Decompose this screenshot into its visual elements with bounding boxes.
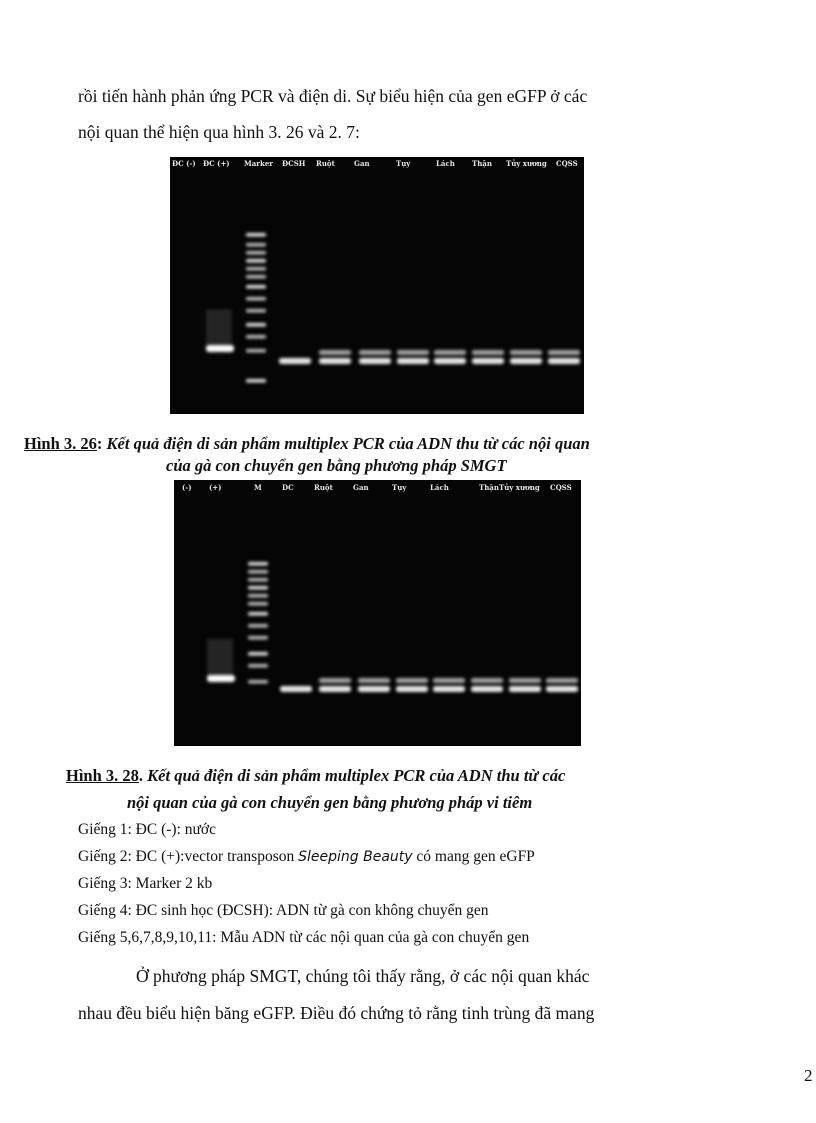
marker-band (246, 259, 266, 263)
lane-label: Ruột (316, 159, 335, 168)
sample-lane-band (280, 678, 312, 692)
gel-image-figure-3-28 (174, 480, 581, 746)
sample-lane-band (358, 678, 390, 692)
marker-band (248, 612, 268, 616)
marker-band (246, 309, 266, 313)
intro-line-1: rồi tiến hành phản ứng PCR và điện di. Sự biểu hiện của gen eGFP ở các (78, 86, 588, 106)
marker-band (246, 335, 266, 339)
lane-label: Gan (354, 159, 370, 168)
lane-label: ĐC (-) (172, 159, 196, 168)
lane-label: CQSS (556, 159, 578, 168)
lane-label: Thận (479, 483, 499, 492)
caption-label: Hình 3. 26 (24, 434, 97, 453)
sample-lane-band (509, 678, 541, 692)
marker-band (246, 243, 266, 247)
marker-band (246, 267, 266, 271)
marker-band (246, 323, 266, 327)
marker-band (248, 586, 268, 590)
legend-well-3: Giếng 3: Marker 2 kb (78, 875, 213, 892)
lane-label: Gan (353, 483, 369, 492)
marker-band (248, 680, 268, 684)
lane-label: (+) (209, 483, 222, 492)
lane-label: DC (282, 483, 294, 492)
sample-lane-band (546, 678, 578, 692)
lane-label: ĐC (+) (203, 159, 230, 168)
marker-band (246, 379, 266, 383)
positive-control-smear (206, 309, 232, 347)
sample-lane-band (396, 678, 428, 692)
caption-separator: : (96, 434, 107, 453)
lane-label: M (254, 483, 262, 492)
marker-band (246, 297, 266, 301)
lane-label: Tủy xương (499, 483, 540, 492)
marker-band (248, 652, 268, 656)
caption-figure-3-28-line-1 (66, 766, 565, 786)
page-number: 2 (804, 1066, 813, 1085)
lane-label: (-) (182, 483, 192, 492)
lane-label: Tụy (396, 159, 411, 168)
sample-lane-band (471, 678, 503, 692)
sample-lane-band (472, 350, 504, 364)
marker-band (246, 251, 266, 255)
legend-well-1: Giếng 1: ĐC (-): nước (78, 821, 216, 838)
lane-label: ĐCSH (282, 159, 306, 168)
conclusion-line-2: nhau đều biểu hiện băng eGFP. Điều đó chứng tỏ rằng tinh trùng đã mang (78, 1003, 595, 1023)
lane-label: CQSS (550, 483, 572, 492)
marker-band (248, 664, 268, 668)
lane-label: Tủy xương (506, 159, 547, 168)
lane-label: Thận (472, 159, 492, 168)
positive-control-smear (207, 639, 233, 677)
positive-control-band (206, 345, 234, 352)
sample-lane-band (548, 350, 580, 364)
marker-band (248, 570, 268, 574)
lane-label: Lách (430, 483, 449, 492)
marker-band (248, 624, 268, 628)
caption-label: Hình 3. 28 (66, 766, 139, 785)
marker-band (246, 233, 266, 237)
gel-image-figure-3-26 (170, 157, 584, 414)
marker-band (246, 349, 266, 353)
legend-wells-5-11: Giếng 5,6,7,8,9,10,11: Mẫu ADN từ các nội quan của gà con chuyển gen (78, 929, 530, 946)
sample-lane-band (433, 678, 465, 692)
marker-band (248, 578, 268, 582)
sample-lane-band (359, 350, 391, 364)
intro-line-2: nội quan thể hiện qua hình 3. 26 và 2. 7: (78, 122, 360, 142)
sample-lane-band (319, 678, 351, 692)
caption-figure-3-26-line-1 (24, 434, 590, 454)
sample-lane-band (510, 350, 542, 364)
lane-label: Tụy (392, 483, 407, 492)
legend-italic-term: Sleeping Beauty (298, 849, 413, 865)
lane-label: Ruột (314, 483, 333, 492)
marker-band (248, 562, 268, 566)
caption-separator: . (138, 766, 148, 785)
caption-figure-3-28-line-2: nội quan của gà con chuyển gen bằng phương pháp vi tiêm (127, 793, 533, 812)
caption-text: Kết quả điện di sản phẩm multiplex PCR của ADN thu từ các nội quan (106, 434, 590, 453)
sample-lane-band (434, 350, 466, 364)
positive-control-band (207, 675, 235, 682)
lane-label: Lách (436, 159, 455, 168)
caption-text: Kết quả điện di sản phẩm multiplex PCR của ADN thu từ các (147, 766, 566, 785)
caption-figure-3-26-line-2: của gà con chuyển gen bằng phương pháp SMGT (166, 456, 507, 475)
marker-band (246, 275, 266, 279)
marker-band (248, 594, 268, 598)
legend-well-4: Giếng 4: ĐC sinh học (ĐCSH): ADN từ gà con không chuyển gen (78, 902, 489, 919)
marker-band (248, 636, 268, 640)
marker-band (248, 602, 268, 606)
legend-well-2: Giếng 2: ĐC (+):vector transposon Sleeping Beauty có mang gen eGFP (78, 848, 535, 865)
conclusion-line-1: Ở phương pháp SMGT, chúng tôi thấy rằng, ở các nội quan khác (136, 966, 590, 986)
sample-lane-band (319, 350, 351, 364)
sample-lane-band (279, 350, 311, 364)
marker-band (246, 285, 266, 289)
sample-lane-band (397, 350, 429, 364)
lane-label: Marker (244, 159, 273, 168)
